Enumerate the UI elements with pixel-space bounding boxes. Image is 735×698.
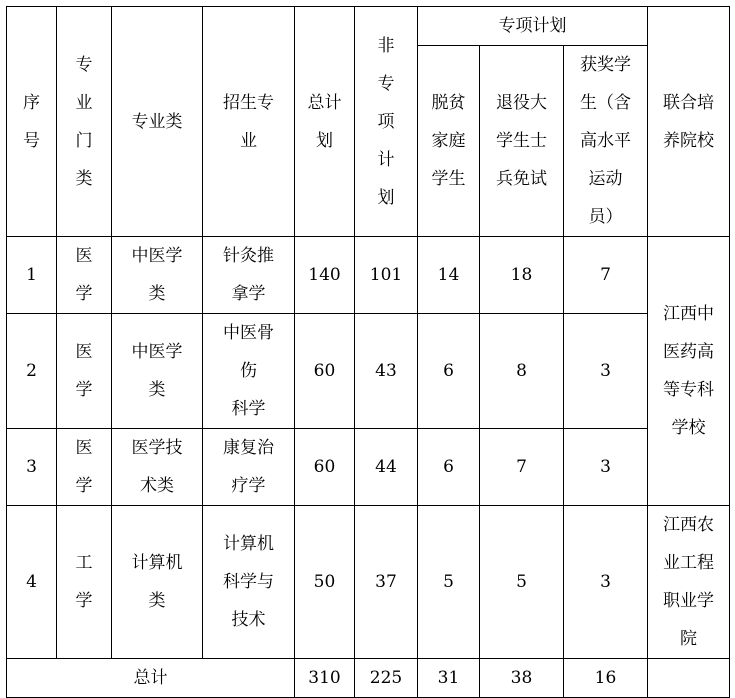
cell-major: 针灸推 拿学	[203, 237, 295, 314]
cell-veteran: 7	[480, 429, 564, 506]
cell-seq: 1	[7, 237, 57, 314]
table-row	[7, 429, 730, 506]
cell-class: 中医学 类	[112, 237, 203, 314]
header-class: 专业类	[112, 7, 203, 237]
header-poor: 脱贫 家庭 学生	[418, 46, 480, 237]
header-veteran: 退役大 学生士 兵免试	[480, 46, 564, 237]
header-non-special: 非 专 项 计 划	[355, 7, 418, 237]
table-row	[7, 237, 730, 314]
cell-total: 50	[295, 506, 355, 659]
cell-non-special: 101	[355, 237, 418, 314]
cell-category: 医 学	[57, 314, 112, 429]
table-row	[7, 506, 730, 659]
totals-total: 310	[295, 659, 355, 698]
cell-award: 7	[564, 237, 648, 314]
header-partner: 联合培 养院校	[648, 7, 730, 237]
totals-partner-empty	[648, 659, 730, 698]
cell-category: 工 学	[57, 506, 112, 659]
cell-category: 医 学	[57, 429, 112, 506]
cell-non-special: 37	[355, 506, 418, 659]
cell-veteran: 18	[480, 237, 564, 314]
cell-partner-medical: 江西中 医药高 等专科 学校	[648, 237, 730, 506]
cell-award: 3	[564, 506, 648, 659]
cell-class: 计算机 类	[112, 506, 203, 659]
header-total: 总计 划	[295, 7, 355, 237]
cell-total: 60	[295, 314, 355, 429]
cell-seq: 2	[7, 314, 57, 429]
totals-award: 16	[564, 659, 648, 698]
cell-major: 计算机 科学与 技术	[203, 506, 295, 659]
totals-veteran: 38	[480, 659, 564, 698]
header-category: 专 业 门 类	[57, 7, 112, 237]
header-row	[7, 7, 730, 46]
totals-poor: 31	[418, 659, 480, 698]
cell-veteran: 5	[480, 506, 564, 659]
cell-poor: 5	[418, 506, 480, 659]
totals-row	[7, 659, 730, 698]
cell-seq: 4	[7, 506, 57, 659]
cell-total: 140	[295, 237, 355, 314]
cell-total: 60	[295, 429, 355, 506]
header-special-group: 专项计划	[418, 7, 648, 46]
cell-major: 中医骨 伤 科学	[203, 314, 295, 429]
enrollment-plan-table	[6, 6, 730, 698]
cell-veteran: 8	[480, 314, 564, 429]
cell-partner-engineering: 江西农 业工程 职业学 院	[648, 506, 730, 659]
cell-class: 中医学 类	[112, 314, 203, 429]
cell-major: 康复治 疗学	[203, 429, 295, 506]
cell-award: 3	[564, 429, 648, 506]
cell-non-special: 44	[355, 429, 418, 506]
cell-poor: 14	[418, 237, 480, 314]
cell-non-special: 43	[355, 314, 418, 429]
cell-poor: 6	[418, 314, 480, 429]
totals-label: 总计	[7, 659, 295, 698]
cell-award: 3	[564, 314, 648, 429]
cell-seq: 3	[7, 429, 57, 506]
totals-non-special: 225	[355, 659, 418, 698]
table-row	[7, 314, 730, 429]
header-award: 获奖学 生（含 高水平 运动 员）	[564, 46, 648, 237]
header-seq: 序 号	[7, 7, 57, 237]
cell-class: 医学技 术类	[112, 429, 203, 506]
cell-poor: 6	[418, 429, 480, 506]
header-major: 招生专 业	[203, 7, 295, 237]
cell-category: 医 学	[57, 237, 112, 314]
